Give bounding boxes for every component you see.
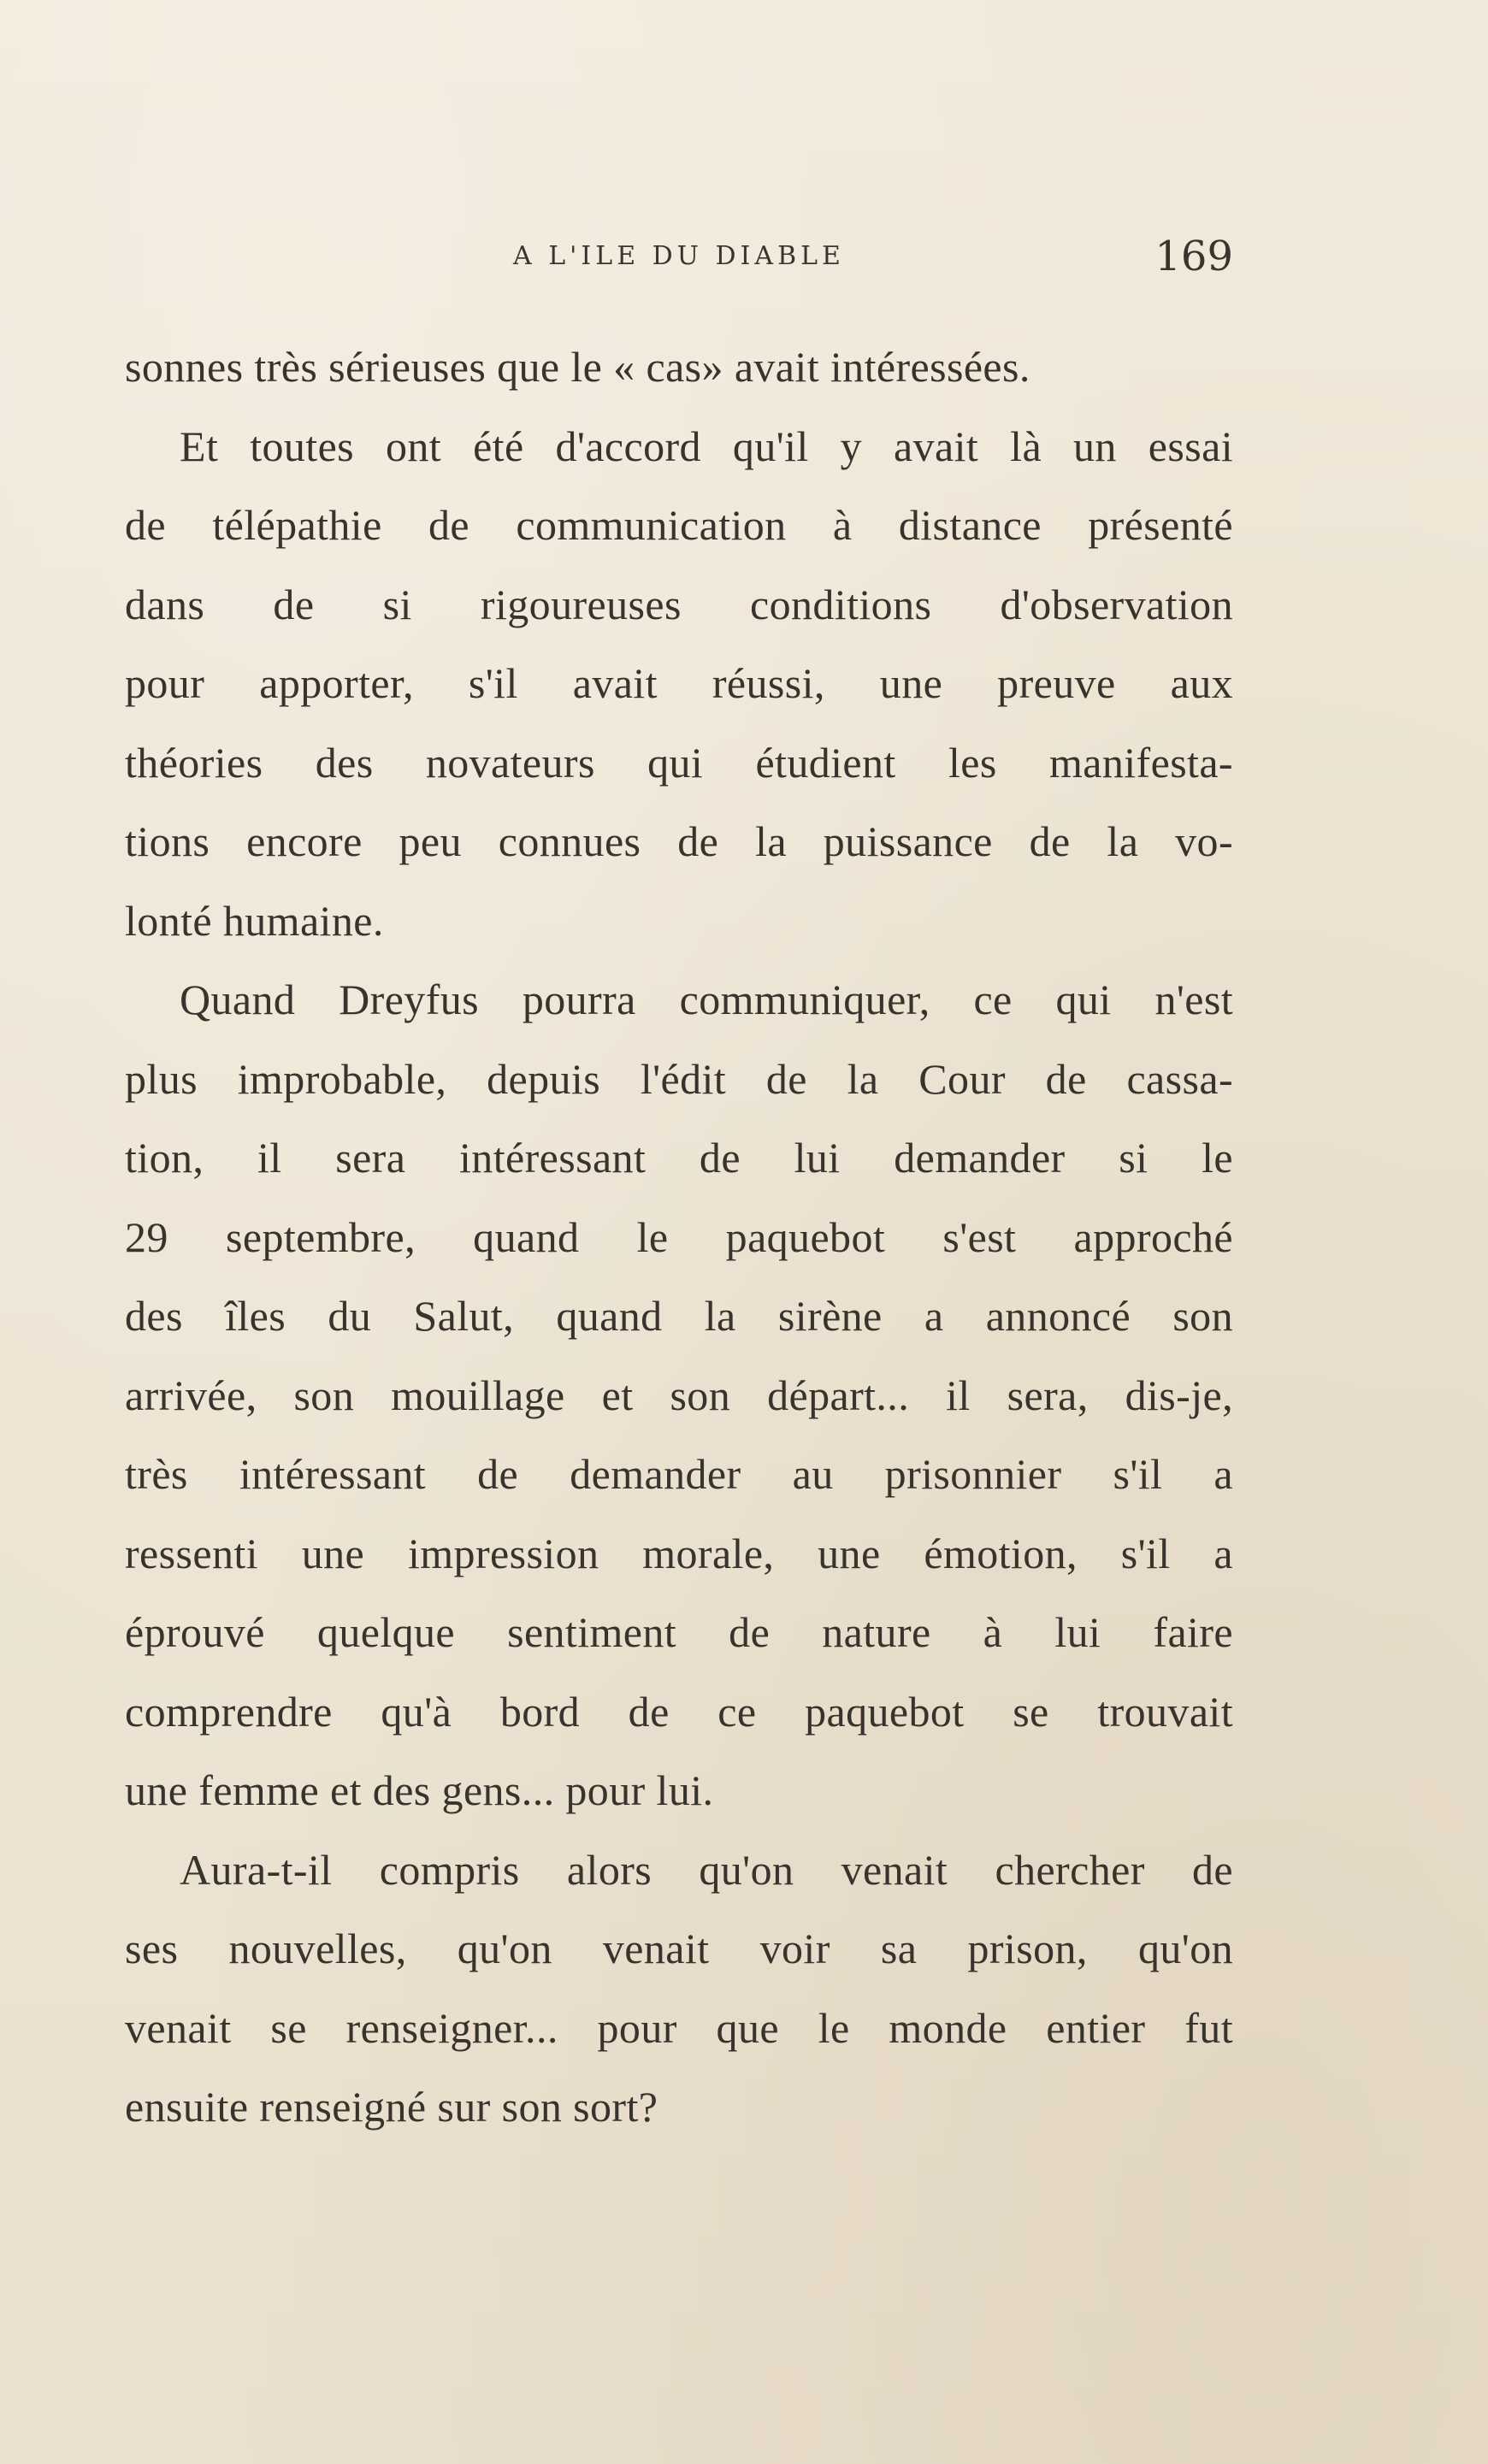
text-line: Quand Dreyfus pourra communiquer, ce qui n'est: [180, 976, 1233, 1023]
text-line: des îles du Salut, quand la sirène a annoncé son: [125, 1292, 1233, 1340]
text-line: 29 septembre, quand le paquebot s'est approché: [125, 1212, 1233, 1261]
text-line: arrivée, son mouillage et son départ... il sera, dis-je,: [125, 1371, 1233, 1419]
text-line: venait se renseigner... pour que le monde entier fut: [125, 2003, 1233, 2052]
body-text: [125, 327, 1233, 2147]
paragraph: [125, 1830, 1233, 2147]
text-line: ses nouvelles, qu'on venait voir sa prison, qu'on: [125, 1925, 1233, 1972]
text-line: ressenti une impression morale, une émotion, s'il a: [125, 1529, 1233, 1577]
text-line: très intéressant de demander au prisonnier s'il a: [125, 1450, 1233, 1498]
text-line: théories des novateurs qui étudient les manifesta-: [125, 738, 1233, 787]
text-line: Aura-t-il compris alors qu'on venait chercher de: [180, 1845, 1233, 1894]
text-line: plus improbable, depuis l'édit de la Cour de cassa-: [125, 1054, 1233, 1103]
paragraph-continuation: [125, 327, 1233, 407]
text-line: pour apporter, s'il avait réussi, une preuve aux: [125, 659, 1233, 707]
paragraph: [125, 960, 1233, 1830]
text-line: tions encore peu connues de la puissance de la vo-: [125, 817, 1233, 865]
text-line: une femme et des gens... pour lui.: [125, 1766, 714, 1814]
text-line: comprendre qu'à bord de ce paquebot se trouvait: [125, 1687, 1233, 1736]
text-line: de télépathie de communication à distance présenté: [125, 501, 1233, 549]
text-line: Et toutes ont été d'accord qu'il y avait là un essai: [180, 421, 1233, 470]
page-number: 169: [1154, 233, 1233, 280]
text-line: tion, il sera intéressant de lui demander si le: [125, 1134, 1233, 1182]
running-head: [125, 231, 1233, 282]
chapter-title: A L'ILE DU DIABLE: [513, 241, 845, 271]
text-line: dans de si rigoureuses conditions d'observation: [125, 580, 1233, 628]
text-line: ensuite renseigné sur son sort?: [125, 2083, 658, 2131]
text-line: lonté humaine.: [125, 896, 384, 945]
paragraph: [125, 407, 1233, 961]
text-line: éprouvé quelque sentiment de nature à lui faire: [125, 1608, 1233, 1656]
text-line: sonnes très sérieuses que le « cas» avait intéressées.: [125, 343, 1030, 391]
